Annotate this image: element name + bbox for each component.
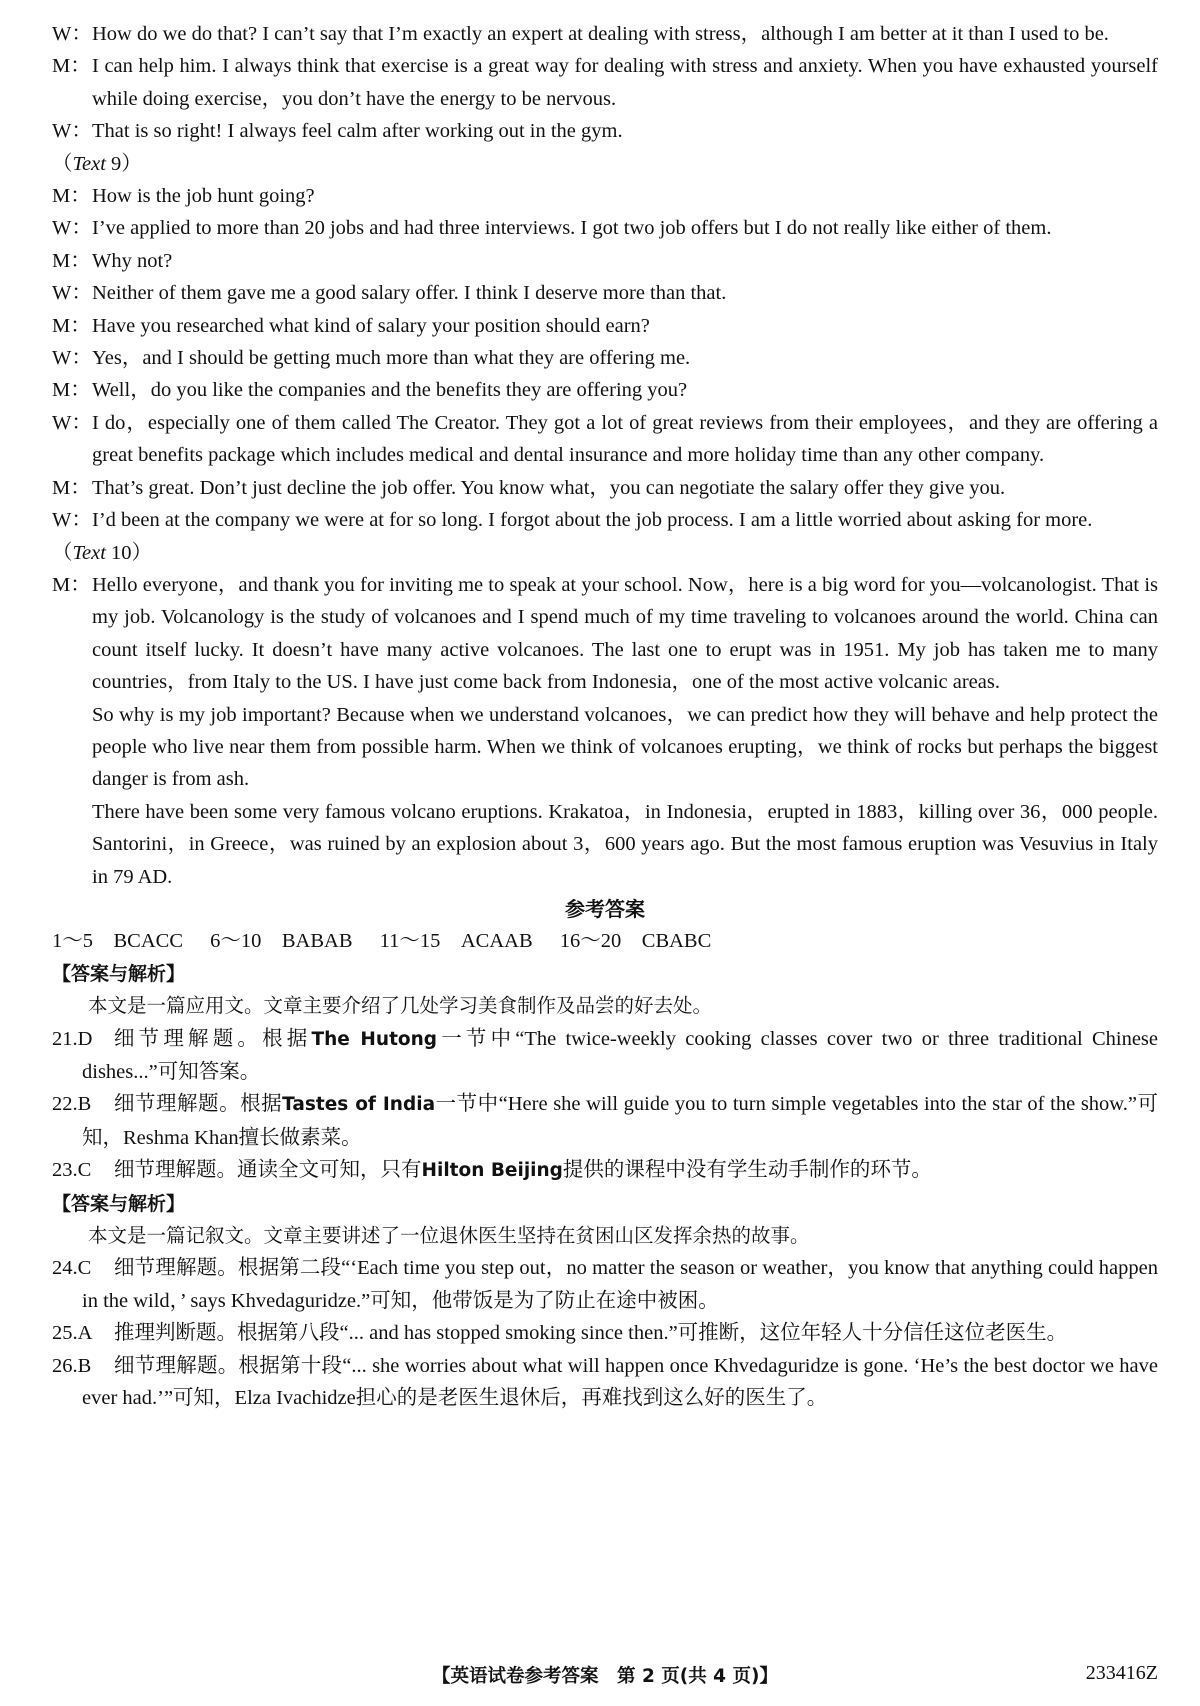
answer-letter: C — [77, 1159, 92, 1182]
number-text: 21. — [52, 1027, 78, 1050]
answer-letter: A — [77, 1322, 93, 1345]
dialogue-text: Have you researched what kind of salary your position should earn? — [92, 314, 650, 337]
dialogue-text: I’ve applied to more than 20 jobs and had three interviews. I got two job offers but I do not really like either of them. — [92, 217, 1052, 240]
analysis-intro: 本文是一篇应用文。文章主要介绍了几处学习美食制作及品尝的好去处。 — [88, 994, 713, 1018]
dialogue-line — [52, 277, 1158, 309]
answer-letter: C — [77, 1257, 92, 1280]
question-number — [52, 1252, 91, 1284]
number-text: 26. — [52, 1354, 78, 1377]
answer-group: 16～20 CBABC — [559, 930, 712, 953]
explanation-post: 一节中“The twice-weekly cooking classes cover two or three traditional Chinese dishes...”可知答案。 — [82, 1027, 1159, 1083]
dialogue-text: Yes，and I should be getting much more than what they are offering me. — [92, 347, 691, 370]
dialogue-line — [52, 115, 1158, 147]
analysis-heading: 【答案与解析】 — [52, 1192, 186, 1215]
document-body — [52, 18, 1158, 1414]
dialogue-text: I do，especially one of them called The Creator. They got a lot of great reviews from their employees，and they are offering a great benefits package which includes medical and dental insurance and more holiday time than any other company. — [92, 411, 1158, 467]
footer-title: 【英语试卷参考答案 第 2 页(共 4 页)】 — [432, 1666, 778, 1687]
dialogue-line — [52, 180, 1158, 212]
question-number — [52, 1023, 92, 1055]
analysis-item — [52, 1317, 1158, 1349]
dialogue-text: How do we do that? I can’t say that I’m exactly an expert at dealing with stress，although I am better at it than I used to be. — [92, 23, 1109, 45]
speaker-label: M： — [52, 379, 91, 402]
section-name: Tastes of India — [282, 1094, 436, 1116]
question-number — [52, 1317, 92, 1349]
number-text: 23. — [52, 1159, 78, 1182]
dialogue-line — [52, 310, 1158, 342]
question-number — [52, 1350, 91, 1382]
dialogue-text: That’s great. Don’t just decline the job offer. You know what，you can negotiate the salary offer they give you. — [92, 476, 1006, 499]
section-name: Hilton Beijing — [421, 1160, 563, 1182]
explanation-post: 提供的课程中没有学生动手制作的环节。 — [562, 1159, 932, 1182]
answer-key-row — [52, 925, 1158, 957]
monologue-paragraph — [52, 569, 1158, 699]
number-text: 24. — [52, 1257, 78, 1280]
speaker-label: M： — [52, 185, 91, 208]
page-footer — [52, 1662, 1158, 1692]
answer-group: 6～10 BABAB — [210, 930, 353, 953]
analysis-item — [52, 1154, 1158, 1187]
speaker-label: W： — [52, 23, 92, 45]
explanation-pre: 细节理解题。根据 — [114, 1093, 283, 1116]
question-number — [52, 1154, 91, 1186]
section-name: The Hutong — [311, 1028, 438, 1050]
monologue-text: Hello everyone，and thank you for inviting me to speak at your school. Now，here is a big word for you—volcanologist. That is my job. Volcanology is the study of volcanoes and I spend much of my time traveling to volcanoes around the world. China can count itself lucky. It doesn’t have many active volcanoes. The last one to erupt was in 1951. My job has taken me to many countries，from Italy to the US. I have just come back from Indonesia，one of the most active volcanic areas. — [92, 573, 1158, 694]
dialogue-line — [52, 407, 1158, 472]
speaker-label: W： — [52, 217, 92, 240]
dialogue-text: Neither of them gave me a good salary offer. I think I deserve more than that. — [92, 282, 727, 305]
analysis-item — [52, 1088, 1158, 1154]
speaker-label: M： — [52, 573, 91, 596]
dialogue-line — [52, 504, 1158, 536]
answer-group: 1～5 BCACC — [52, 930, 183, 953]
speaker-label: M： — [52, 55, 91, 78]
analysis-heading: 【答案与解析】 — [52, 962, 186, 985]
speaker-label: M： — [52, 249, 91, 272]
analysis-item — [52, 1023, 1158, 1089]
dialogue-line — [52, 342, 1158, 374]
dialogue-text: I can help him. I always think that exercise is a great way for dealing with stress and anxiety. When you have exhausted yourself while doing exercise，you don’t have the energy to be nervous. — [92, 55, 1158, 110]
dialogue-text: Well，do you like the companies and the benefits they are offering you? — [92, 379, 688, 402]
dialogue-text: That is so right! I always feel calm after working out in the gym. — [92, 120, 623, 143]
dialogue-line — [52, 18, 1158, 50]
explanation-pre: 细节理解题。通读全文可知，只有 — [114, 1159, 422, 1182]
answer-letter: D — [77, 1027, 93, 1050]
dialogue-line — [52, 374, 1158, 406]
speaker-label: W： — [52, 411, 92, 434]
answer-letter: B — [77, 1354, 92, 1377]
speaker-label: M： — [52, 314, 91, 337]
number-text: 25. — [52, 1322, 78, 1345]
monologue-paragraph: So why is my job important? Because when we understand volcanoes，we can predict how they will behave and help protect the people who live near them from possible harm. When we think of volcanoes erupting，we think of rocks but perhaps the biggest danger is from ash. — [92, 703, 1158, 791]
explanation-text: 细节理解题。根据第二段“‘Each time you step out，no matter the season or weather，you know that anything could happen in the wild，’ says Khvedaguridze.”可知，他带饭是为了防止在途中被困。 — [82, 1257, 1158, 1312]
dialogue-line — [52, 212, 1158, 244]
dialogue-line — [52, 50, 1158, 115]
speaker-label: W： — [52, 120, 92, 143]
footer-code: 233416Z — [1085, 1662, 1158, 1684]
analysis-intro: 本文是一篇记叙文。文章主要讲述了一位退休医生坚持在贫困山区发挥余热的故事。 — [88, 1224, 810, 1248]
answer-letter: B — [77, 1093, 92, 1116]
dialogue-text: Why not? — [92, 249, 173, 272]
speaker-label: W： — [52, 509, 92, 532]
number-text: 22. — [52, 1093, 78, 1116]
speaker-label: M： — [52, 476, 91, 499]
explanation-text: 细节理解题。根据第十段“... she worries about what will happen once Khvedaguridze is gone. ‘He’s the best doctor we have ever had.’”可知，Elza Ivachidze担心的是老医生退休后，再难找到这么好的医生了。 — [82, 1354, 1158, 1410]
analysis-item — [52, 1350, 1158, 1415]
explanation-post: 一节中“Here she will guide you to turn simple vegetables into the star of the show.”可知，Reshma Khan擅长做素菜。 — [82, 1093, 1159, 1149]
question-number — [52, 1088, 91, 1120]
text9-label: （Text 9） — [52, 152, 142, 175]
dialogue-text: I’d been at the company we were at for so long. I forgot about the job process. I am a little worried about asking for more. — [92, 509, 1093, 532]
speaker-label: W： — [52, 282, 92, 305]
dialogue-line — [52, 245, 1158, 277]
text10-label: （Text 10） — [52, 541, 153, 564]
dialogue-line — [52, 472, 1158, 504]
speaker-label: W： — [52, 347, 92, 370]
answers-title: 参考答案 — [565, 896, 645, 921]
explanation-text: 推理判断题。根据第八段“... and has stopped smoking since then.”可推断，这位年轻人十分信任这位老医生。 — [114, 1322, 1068, 1345]
explanation-pre: 细节理解题。根据 — [114, 1027, 312, 1050]
analysis-item — [52, 1252, 1158, 1317]
answer-group: 11～15 ACAAB — [379, 930, 533, 953]
dialogue-text: How is the job hunt going? — [92, 185, 315, 208]
monologue-paragraph: There have been some very famous volcano eruptions. Krakatoa，in Indonesia，erupted in 1883，killing over 36，000 people. Santorini，in Greece，was ruined by an explosion about 3，600 years ago. But the most famous eruption was Vesuvius in Italy in 79 AD. — [92, 800, 1158, 888]
